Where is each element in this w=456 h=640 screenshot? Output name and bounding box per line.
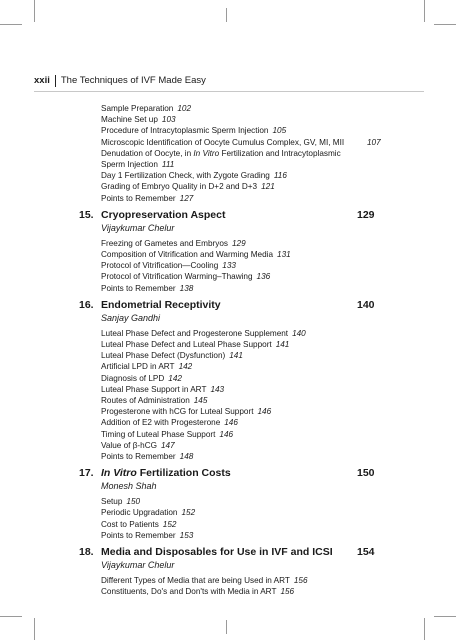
chapter-page: 150	[357, 467, 375, 480]
toc-entry[interactable]	[101, 507, 386, 518]
toc-entry[interactable]	[101, 575, 386, 586]
chapter-block	[79, 546, 386, 597]
toc-entry[interactable]	[101, 125, 386, 136]
toc-entry[interactable]	[101, 373, 386, 384]
chapter-page: 129	[357, 208, 375, 221]
toc-entry-title: Luteal Phase Defect and Progesterone Supplement	[101, 328, 289, 338]
chapter-number: 16.	[79, 298, 94, 311]
toc-entry-page: 105	[272, 126, 287, 136]
toc-entry-page: 152	[162, 519, 177, 529]
chapter-title[interactable]: In Vitro Fertilization Costs	[101, 467, 231, 480]
toc-entry-title: Sperm Injection	[101, 160, 158, 170]
toc-entry[interactable]	[101, 519, 386, 530]
toc-entry-title: Periodic Upgradation	[101, 508, 178, 518]
toc-entry-page: 156	[280, 587, 295, 597]
toc-entry[interactable]	[101, 417, 386, 428]
toc-entry[interactable]	[101, 148, 386, 159]
toc-entry-title: Freezing of Gametes and Embryos	[101, 238, 228, 248]
chapter-page: 140	[357, 298, 375, 311]
toc-entry-page: 152	[181, 508, 196, 518]
toc-entry-title: Luteal Phase Defect and Luteal Phase Support	[101, 340, 272, 350]
crop-mark	[34, 0, 35, 22]
toc-entry-page: 116	[273, 171, 287, 181]
toc-entry[interactable]	[101, 586, 386, 597]
crop-mark	[34, 618, 35, 640]
toc-entry-title: Artificial LPD in ART	[101, 362, 175, 372]
toc-entry[interactable]	[101, 384, 386, 395]
toc-entry-title: Value of β-hCG	[101, 440, 157, 450]
toc-entry[interactable]	[101, 114, 386, 125]
chapter-author: Vijaykumar Chelur	[101, 222, 175, 233]
toc-entry-page: 153	[179, 530, 194, 540]
chapter-block	[79, 467, 386, 541]
toc-entry-page: 143	[210, 384, 225, 394]
toc-entry-page: 142	[168, 373, 182, 383]
toc-entry[interactable]	[101, 395, 386, 406]
header-separator	[55, 75, 56, 87]
toc-entry[interactable]	[101, 238, 386, 249]
toc-entry-page: 102	[177, 104, 192, 113]
toc-entry-title: Composition of Vitrification and Warming Media	[101, 250, 274, 260]
toc-entry-page: 146	[219, 429, 234, 439]
toc-entry-title: Diagnosis of LPD	[101, 373, 165, 383]
toc-entry-title: Timing of Luteal Phase Support	[101, 429, 216, 439]
toc-entry-page: 156	[293, 576, 308, 586]
chapter-number: 17.	[79, 467, 94, 480]
toc-entry[interactable]	[101, 406, 386, 417]
chapter-author: Monesh Shah	[101, 481, 157, 492]
toc-entry[interactable]	[101, 530, 386, 541]
toc-entry[interactable]	[101, 103, 386, 114]
toc-entry[interactable]	[101, 170, 386, 181]
toc-entry-page: 141	[275, 340, 290, 350]
toc-entry-page: 131	[277, 250, 291, 260]
toc-entry-title: Addition of E2 with Progesterone	[101, 418, 221, 428]
chapter-number: 15.	[79, 208, 94, 221]
toc-entry-page: 147	[160, 440, 175, 450]
toc-entry-page: 138	[179, 283, 194, 293]
toc-entry-page: 140	[292, 328, 306, 338]
toc-entry[interactable]	[101, 361, 386, 372]
book-title: The Techniques of IVF Made Easy	[60, 75, 206, 86]
toc-entry-title: Points to Remember	[101, 452, 176, 462]
toc-entry-page: 142	[178, 362, 193, 372]
chapter-block	[79, 298, 386, 462]
toc-entry-page: 146	[224, 418, 238, 428]
table-of-contents	[79, 103, 386, 598]
crop-mark	[424, 618, 425, 640]
toc-entry-title: Protocol of Vitrification—Cooling	[101, 261, 219, 271]
header-rule	[34, 91, 424, 92]
toc-entry[interactable]	[101, 181, 386, 192]
toc-entry-page: 129	[231, 238, 246, 248]
toc-entry-page: 103	[161, 115, 176, 125]
toc-entry[interactable]	[101, 193, 386, 204]
toc-entry[interactable]	[101, 350, 386, 361]
toc-entry[interactable]	[101, 429, 386, 440]
toc-entry-title: Progesterone with hCG for Luteal Support	[101, 407, 254, 417]
toc-entry-title: Grading of Embryo Quality in D+2 and D+3	[101, 182, 258, 192]
chapter-page: 154	[357, 546, 375, 559]
toc-entry-title: Setup	[101, 497, 123, 507]
toc-entry[interactable]	[101, 159, 386, 170]
toc-entry-page: 121	[261, 182, 275, 192]
toc-entry[interactable]	[101, 271, 386, 282]
chapter-title[interactable]: Media and Disposables for Use in IVF and ICSI	[101, 546, 333, 559]
toc-entry[interactable]	[101, 496, 386, 507]
toc-entry-title: Points to Remember	[101, 283, 176, 293]
toc-entry[interactable]	[101, 339, 386, 350]
running-header	[34, 74, 206, 88]
chapter-title[interactable]: Cryopreservation Aspect	[101, 208, 226, 221]
toc-entry[interactable]	[101, 440, 386, 451]
toc-entry-page: 150	[126, 497, 141, 507]
toc-entry-title: Points to Remember	[101, 530, 176, 540]
toc-entry[interactable]	[101, 137, 386, 148]
toc-entry-page: 146	[257, 407, 272, 417]
toc-entry-page: 133	[222, 261, 236, 271]
crop-mark	[434, 24, 456, 25]
toc-entry-title: Constituents, Do's and Don'ts with Media in ART	[101, 587, 277, 597]
chapter-author: Sanjay Gandhi	[101, 312, 161, 323]
chapter-block	[79, 208, 386, 294]
crop-mark	[424, 0, 425, 22]
toc-entry-page: 141	[229, 351, 243, 361]
page-folio: xxii	[34, 75, 50, 86]
toc-entry-title: Points to Remember	[101, 193, 176, 203]
crop-mark	[0, 24, 22, 25]
toc-entry-title: Day 1 Fertilization Check, with Zygote Grading	[101, 171, 270, 181]
toc-entry-title: Cost to Patients	[101, 519, 159, 529]
toc-entry-title: Microscopic Identification of Oocyte Cumulus Complex, GV, MI, MII	[101, 137, 345, 147]
toc-entry[interactable]	[101, 260, 386, 271]
toc-entry-title: Different Types of Media that are being Used in ART	[101, 576, 290, 586]
toc-entry-title: Sample Preparation	[101, 104, 174, 113]
toc-entry-title: Procedure of Intracytoplasmic Sperm Injection	[101, 126, 269, 136]
crop-mark	[434, 616, 456, 617]
toc-entry-title: Denudation of Oocyte, in In Vitro Fertilization and Intracytoplasmic	[101, 148, 341, 158]
toc-entry-title: Luteal Phase Support in ART	[101, 384, 207, 394]
toc-entry[interactable]	[101, 283, 386, 294]
toc-entry-page: 145	[193, 396, 208, 406]
crop-mark	[226, 620, 227, 634]
toc-entry-title: Luteal Phase Defect (Dysfunction)	[101, 351, 226, 361]
crop-mark	[226, 8, 227, 22]
toc-entry[interactable]	[101, 451, 386, 462]
chapter-number: 18.	[79, 546, 94, 559]
toc-entry-page: 111	[161, 160, 175, 170]
toc-entry-title: Routes of Administration	[101, 396, 190, 406]
toc-entry-title: Protocol of Vitrification Warming–Thawing	[101, 272, 253, 282]
toc-entry-page: 148	[179, 452, 194, 462]
toc-entry[interactable]	[101, 249, 386, 260]
toc-entry-title: Machine Set up	[101, 115, 158, 125]
chapter-title[interactable]: Endometrial Receptivity	[101, 298, 221, 311]
chapter-author: Vijaykumar Chelur	[101, 560, 175, 571]
toc-entry-page: 127	[179, 193, 194, 203]
toc-entry-page: 107	[367, 137, 381, 147]
crop-mark	[0, 616, 22, 617]
toc-entry-page: 136	[256, 272, 271, 282]
toc-entry[interactable]	[101, 328, 386, 339]
